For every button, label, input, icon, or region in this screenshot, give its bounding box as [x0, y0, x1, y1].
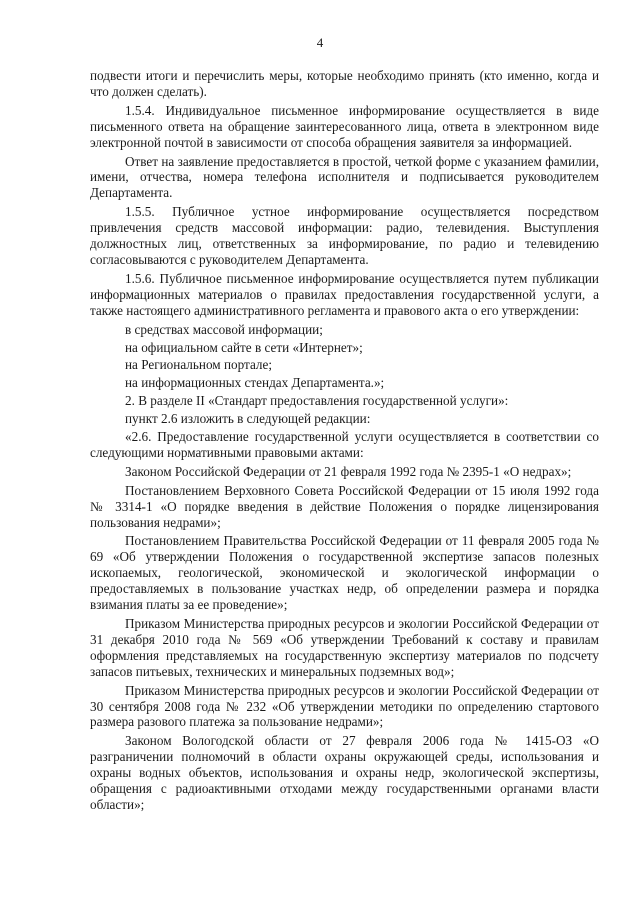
- list-item-website: на официальном сайте в сети «Интернет»;: [125, 339, 363, 355]
- law-item-order-569: Приказом Министерства природных ресурсов и экологии Российской Федерации от 31 декабря 2010 года № 569 «Об утверждении Требований к составу и правилам оформления представляемых на государственную экспертизу материалов по подсчету запасов питьевых, технических и минеральных подземных вод»;: [90, 616, 599, 679]
- list-item-media: в средствах массовой информации;: [125, 321, 323, 337]
- paragraph-section-2: 2. В разделе II «Стандарт предоставления государственной услуги»:: [125, 393, 509, 409]
- paragraph-continuation: подвести итоги и перечислить меры, которые необходимо принять (кто именно, когда и что должен сделать).: [90, 68, 599, 99]
- list-item-regional-portal: на Региональном портале;: [125, 357, 273, 373]
- paragraph-1-5-6: 1.5.6. Публичное письменное информирование осуществляется путем публикации информационных материалов о правилах предоставления государственной услуги, а также настоящего административного регламента и правового акта о его утверждении:: [90, 270, 599, 318]
- law-item-supreme-council: Постановлением Верховного Совета Российской Федерации от 15 июля 1992 года № 3314-1 «О порядке введения в действие Положения о порядке лицензирования пользования недрами»;: [90, 482, 599, 530]
- paragraph-1-5-4: 1.5.4. Индивидуальное письменное информирование осуществляется в виде письменного ответа на обращение заинтересованного лица, ответа в электронном виде электронной почтой в зависимости от способа обращения заявителя за информацией.: [90, 102, 599, 150]
- paragraph-1-5-5: 1.5.5. Публичное устное информирование осуществляется посредством привлечения средств массовой информации: радио, телевидения. Выступления должностных лиц, ответственных за информирование, по радио и телевидению согласовываются с руководителем Департамента.: [90, 204, 599, 267]
- law-item-vologda-law: Законом Вологодской области от 27 февраля 2006 года № 1415-ОЗ «О разграничении полномочий в области охраны окружающей среды, использования и охраны водных объектов, использования и охраны недр, экологической экспертизы, обращения с радиоактивными отходами между государственными органами власти области»;: [90, 733, 599, 812]
- list-item-stands: на информационных стендах Департамента.»;: [125, 375, 385, 391]
- law-item-order-232: Приказом Министерства природных ресурсов и экологии Российской Федерации от 30 сентября 2008 года № 232 «Об утверждении методики по определению стартового размера разового платежа за пользование недрами»;: [90, 682, 599, 730]
- paragraph-2-6: «2.6. Предоставление государственной услуги осуществляется в соответствии со следующими нормативными правовыми актами:: [90, 429, 599, 460]
- page-number: 4: [316, 35, 324, 50]
- paragraph-item-2-6-intro: пункт 2.6 изложить в следующей редакции:: [125, 411, 371, 427]
- law-item-government-decree: Постановлением Правительства Российской Федерации от 11 февраля 2005 года № 69 «Об утверждении Положения о государственной экспертизе запасов полезных ископаемых, геологической, экономической и экологической информации о предоставляемых в пользование участках недр, об определении размера и порядка взимания платы за ее проведение»;: [90, 533, 599, 613]
- paragraph-response-form: Ответ на заявление предоставляется в простой, четкой форме с указанием фамилии, имени, отчества, номера телефона исполнителя и подписывается руководителем Департамента.: [90, 153, 599, 201]
- document-body: [90, 68, 599, 816]
- law-item-subsoil: Законом Российской Федерации от 21 февраля 1992 года № 2395-1 «О недрах»;: [125, 463, 572, 479]
